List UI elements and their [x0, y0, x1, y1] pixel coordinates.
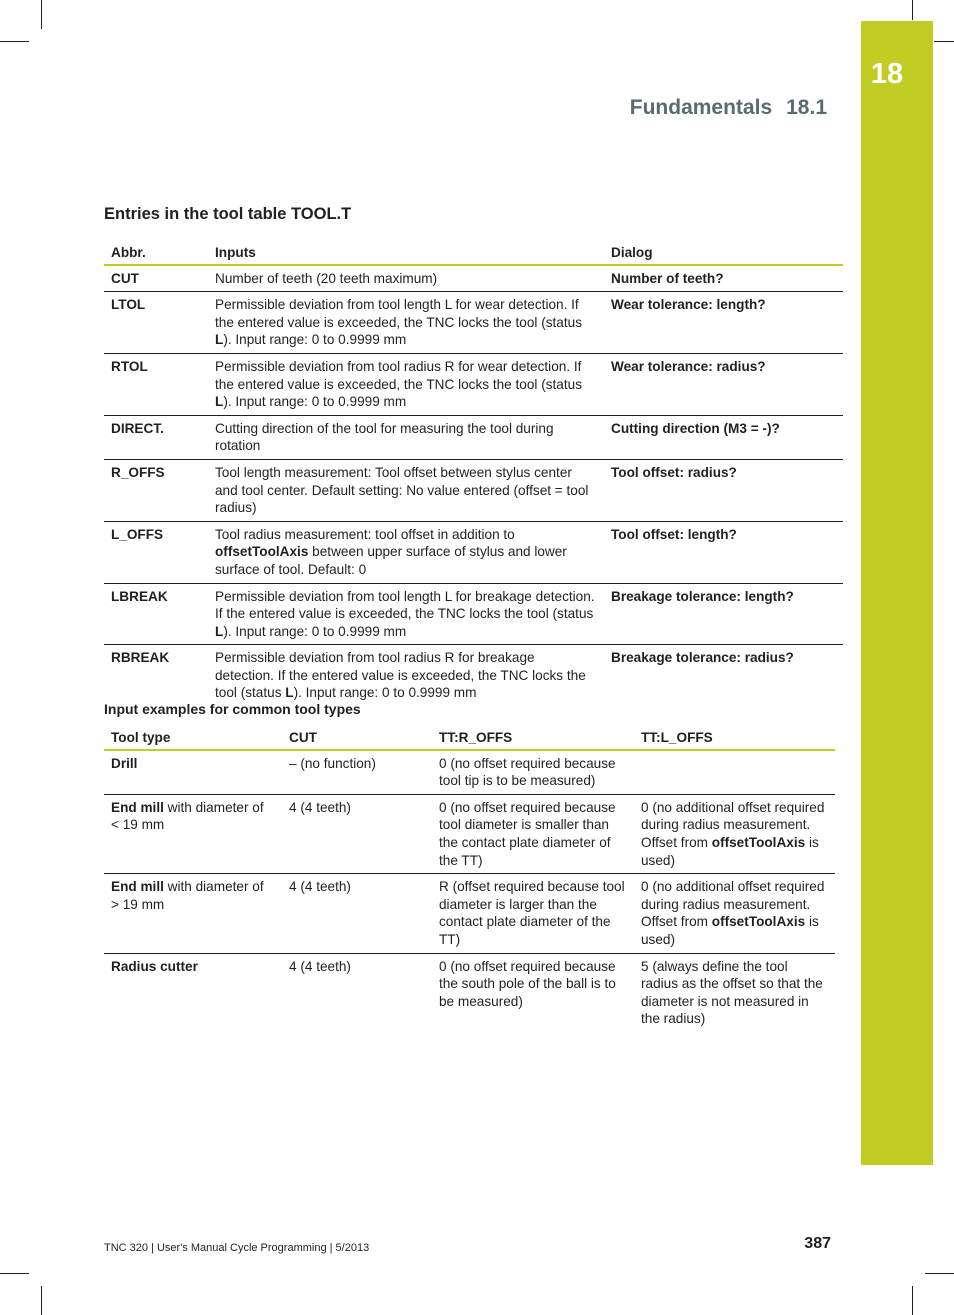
inputs-emphasis: L [285, 685, 294, 701]
cell-tool-type [104, 874, 282, 953]
cell-inputs [208, 353, 604, 415]
table-row [104, 750, 835, 795]
inputs-text: Permissible deviation from tool radius R for wear detection. If the entered value is exceeded, the TNC locks the tool (status [215, 358, 582, 392]
table-row [104, 292, 843, 354]
cell-r-offs: R (offset required because tool diameter is larger than the contact plate diameter of the TT) [432, 874, 634, 953]
column-header-dialog: Dialog [604, 238, 843, 265]
l-offs-text-cont: is used) [641, 834, 819, 868]
inputs-text: Permissible deviation from tool length L for wear detection. If the entered value is exceeded, the TNC locks the tool (status [215, 297, 582, 330]
cell-dialog: Tool offset: length? [604, 521, 843, 583]
tool-type-name: Radius cutter [111, 958, 198, 974]
cell-dialog: Wear tolerance: radius? [604, 353, 843, 415]
column-header-cut: CUT [282, 723, 432, 750]
crop-mark [0, 1273, 29, 1274]
inputs-text-cont: ). Input range: 0 to 0.9999 mm [223, 332, 407, 348]
inputs-emphasis: L [215, 394, 224, 410]
column-header-l-offs: TT:L_OFFS [634, 723, 835, 750]
cell-dialog: Breakage tolerance: length? [604, 583, 843, 645]
cell-dialog: Tool offset: radius? [604, 459, 843, 521]
column-header-r-offs: TT:R_OFFS [432, 723, 634, 750]
crop-mark [0, 41, 29, 42]
l-offs-text-cont: is used) [641, 914, 819, 947]
table-row [104, 521, 843, 583]
cell-inputs [208, 459, 604, 521]
crop-mark [934, 41, 954, 42]
cell-abbr: CUT [104, 265, 208, 292]
cell-inputs [208, 645, 604, 706]
cell-abbr: RTOL [104, 353, 208, 415]
table-row [104, 415, 843, 459]
column-header-tool-type: Tool type [104, 723, 282, 750]
cell-tool-type [104, 750, 282, 795]
table-row [104, 794, 835, 873]
cell-inputs [208, 521, 604, 583]
crop-mark [912, 1286, 913, 1315]
inputs-text-cont: between upper surface of stylus and lower surface of tool. Default: 0 [215, 544, 567, 577]
cell-r-offs: 0 (no offset required because tool tip is to be measured) [432, 750, 634, 795]
inputs-text-cont: ). Input range: 0 to 0.9999 mm [293, 685, 477, 701]
examples-table [104, 723, 835, 1032]
table-header-row [104, 723, 835, 750]
cell-abbr: DIRECT. [104, 415, 208, 459]
inputs-text: Cutting direction of the tool for measuring the tool during rotation [215, 420, 554, 454]
column-header-inputs: Inputs [208, 238, 604, 265]
cell-cut: 4 (4 teeth) [282, 794, 432, 873]
inputs-text-cont: ). Input range: 0 to 0.9999 mm [223, 394, 407, 410]
l-offs-text: 0 (no additional offset required during radius measurement. Offset from [641, 879, 825, 930]
cell-cut: 4 (4 teeth) [289, 958, 351, 974]
cell-cut: 4 (4 teeth) [282, 874, 432, 953]
tool-type-name: End mill [111, 799, 164, 815]
table-row [104, 265, 843, 292]
tool-type-name: End mill [111, 879, 164, 895]
examples-heading: Input examples for common tool types [104, 701, 361, 717]
l-offs-text: 5 (always define the tool radius as the offset so that the diameter is not measured in the radius) [641, 958, 823, 1027]
table-row [104, 645, 843, 706]
table-row [104, 953, 835, 1032]
cell-l-offs [634, 874, 835, 953]
inputs-text: Number of teeth (20 teeth maximum) [215, 270, 438, 286]
crop-mark [41, 1286, 42, 1315]
section-title: Entries in the tool table TOOL.T [104, 205, 352, 223]
cell-inputs [208, 265, 604, 292]
cell-inputs [208, 292, 604, 354]
tool-table [104, 238, 843, 706]
cell-abbr: R_OFFS [104, 459, 208, 521]
inputs-emphasis: L [215, 623, 224, 639]
cell-abbr: LBREAK [104, 583, 208, 645]
cell-abbr: L_OFFS [104, 521, 208, 583]
inputs-text: Tool radius measurement: tool offset in addition to [215, 526, 515, 542]
crop-mark [925, 1273, 954, 1274]
running-head [630, 96, 827, 120]
cell-l-offs [634, 953, 835, 1032]
inputs-emphasis: L [215, 332, 224, 348]
cell-l-offs [634, 750, 835, 795]
cell-dialog: Number of teeth? [604, 265, 843, 292]
footer-text: TNC 320 | User's Manual Cycle Programming | 5/2013 [104, 1242, 370, 1254]
inputs-text: Permissible deviation from tool length L for breakage detection. If the entered value is exceeded, the TNC locks the tool (status [215, 588, 595, 622]
tool-type-detail: with diameter of > 19 mm [111, 879, 264, 912]
cell-cut: – (no function) [282, 750, 432, 795]
cell-dialog: Breakage tolerance: radius? [611, 650, 794, 666]
cell-tool-type [104, 794, 282, 873]
table-header-row [104, 238, 843, 265]
column-header-abbr: Abbr. [104, 238, 208, 265]
l-offs-emphasis: offsetToolAxis [711, 914, 806, 930]
cell-l-offs [634, 794, 835, 873]
cell-inputs [208, 415, 604, 459]
running-head-section: 18.1 [786, 96, 827, 119]
inputs-text-cont: ). Input range: 0 to 0.9999 mm [223, 623, 407, 639]
crop-mark [41, 0, 42, 29]
page-number: 387 [804, 1235, 831, 1252]
tool-type-detail: with diameter of < 19 mm [111, 799, 264, 833]
chapter-number: 18 [870, 58, 904, 90]
crop-mark [912, 0, 913, 20]
l-offs-emphasis: offsetToolAxis [711, 834, 806, 850]
cell-abbr: LTOL [104, 292, 208, 354]
table-row [104, 583, 843, 645]
running-head-title: Fundamentals [629, 96, 773, 119]
inputs-emphasis: offsetToolAxis [215, 544, 309, 560]
table-row [104, 459, 843, 521]
inputs-text: Tool length measurement: Tool offset between stylus center and tool center. Default setting: No value entered (offset = tool radius) [215, 464, 589, 516]
tool-type-name: Drill [111, 755, 138, 771]
cell-inputs [208, 583, 604, 645]
cell-dialog: Wear tolerance: length? [604, 292, 843, 354]
table-row [104, 353, 843, 415]
l-offs-text: 0 (no additional offset required during radius measurement. Offset from [641, 799, 825, 850]
cell-abbr: RBREAK [111, 650, 170, 666]
inputs-text: Permissible deviation from tool radius R for breakage detection. If the entered value is exceeded, the TNC locks the tool (status [215, 650, 586, 701]
table-row [104, 874, 835, 953]
cell-dialog: Cutting direction (M3 = -)? [604, 415, 843, 459]
cell-r-offs: 0 (no offset required because the south pole of the ball is to be measured) [439, 958, 616, 1009]
cell-tool-type [104, 953, 282, 1032]
chapter-tab [861, 21, 933, 1165]
cell-r-offs: 0 (no offset required because tool diameter is smaller than the contact plate diameter of the TT) [432, 794, 634, 873]
